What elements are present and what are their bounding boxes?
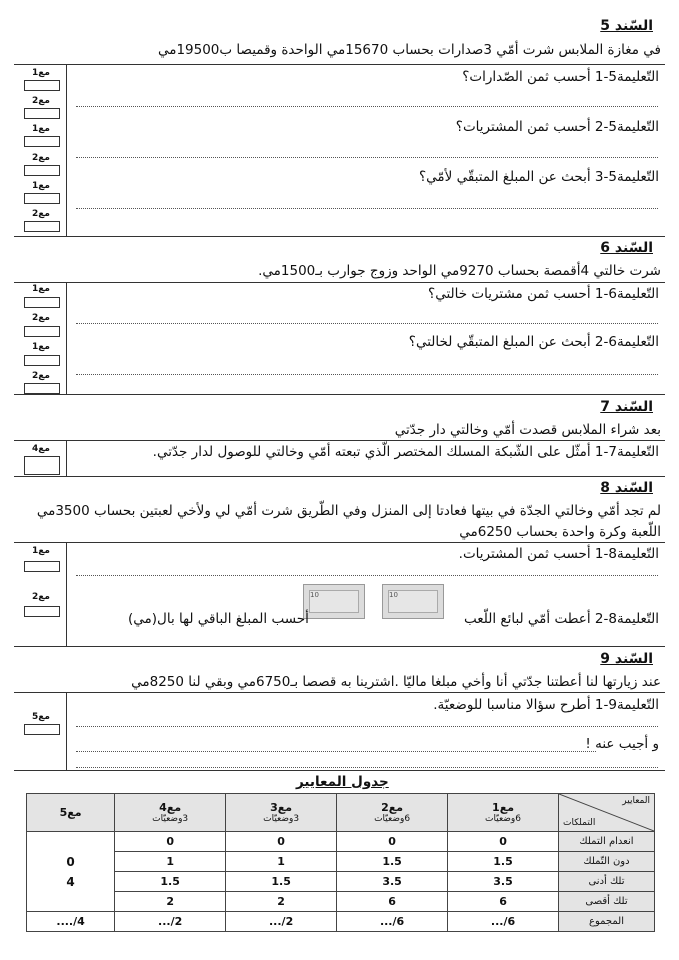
total-cell: 4/.... <box>27 912 115 932</box>
sanad-8-text-line1: لم تجد أمّي وخالتي الجدّة في بيتها فعادتا إلى المنزل وفي الطّريق شرت أمّي لي ولأخي لعبتين بحساب 3500مي <box>36 503 661 519</box>
mark-box[interactable] <box>24 724 60 735</box>
mark-label-m1: مع1 <box>32 181 50 191</box>
answer-line <box>76 767 658 768</box>
divider <box>14 440 665 441</box>
table-cell: 1.5 <box>448 852 559 872</box>
divider <box>14 64 665 65</box>
table-row-total <box>27 912 655 932</box>
table-cell: 2 <box>226 892 337 912</box>
mark-label-m1: مع1 <box>32 68 50 78</box>
banknote-image: 10 <box>303 584 365 619</box>
instruction-5-1: التّعليمة5-1 أحسب ثمن الصّدارات؟ <box>462 69 659 85</box>
m5-value: 4 <box>66 874 75 889</box>
instruction-5-2: التّعليمة5-2 أحسب ثمن المشتريات؟ <box>455 119 659 135</box>
total-cell: 2/... <box>115 912 226 932</box>
row-label: تلك أقصى <box>559 892 655 912</box>
table-cell: 0 <box>226 832 337 852</box>
answer-line <box>76 575 658 576</box>
instruction-8-2: التّعليمة8-2 أعطت أمّي لبائع اللّعب <box>464 611 659 627</box>
divider <box>14 646 665 647</box>
table-cell: 6 <box>448 892 559 912</box>
mark-box[interactable] <box>24 606 60 617</box>
divider <box>14 476 665 477</box>
mark-label-m2: مع2 <box>32 96 50 106</box>
answer-line <box>76 726 658 727</box>
mark-label-m5: مع5 <box>32 712 50 722</box>
row-label: انعدام التملك <box>559 832 655 852</box>
divider <box>14 282 665 283</box>
mark-label-m1: مع1 <box>32 124 50 134</box>
table-row <box>27 872 655 892</box>
column-header-m1: مع1 6وضعيّات <box>448 794 559 832</box>
banknote-image: 10 <box>382 584 444 619</box>
instruction-8-2-question: أحسب المبلغ الباقي لها بال(مي) <box>128 611 309 627</box>
instruction-7-1: التّعليمة7-1 أمثّل على الشّبكة المسلك المختصر الّذي تبعته أمّي وخالتي للوصول لدار جدّتي. <box>152 444 659 460</box>
mark-label-m2: مع2 <box>32 153 50 163</box>
mark-box[interactable] <box>24 297 60 308</box>
total-cell: 2/... <box>226 912 337 932</box>
margin-line <box>66 692 67 770</box>
table-cell: 0 <box>337 832 448 852</box>
table-cell: 0 <box>448 832 559 852</box>
margin-line <box>66 440 67 476</box>
mark-label-m2: مع2 <box>32 592 50 602</box>
sanad-5-title: السّند 5 <box>600 18 653 34</box>
table-cell: 2 <box>115 892 226 912</box>
sanad-7-text: بعد شراء الملابس قصدت أمّي وخالتي دار جدّتي <box>394 422 661 438</box>
row-label: تلك أدنى <box>559 872 655 892</box>
mark-box[interactable] <box>24 136 60 147</box>
table-cell: 3.5 <box>448 872 559 892</box>
mark-box[interactable] <box>24 80 60 91</box>
answer-line <box>76 157 658 158</box>
instruction-6-1: التّعليمة6-1 أحسب ثمن مشتريات خالتي؟ <box>428 286 659 302</box>
answer-line <box>76 106 658 107</box>
divider <box>14 236 665 237</box>
margin-line <box>66 542 67 646</box>
total-cell: 6/... <box>337 912 448 932</box>
sanad-8-text-line2: اللّعبة وكرة واحدة بحساب 6250مي <box>459 524 661 540</box>
margin-line <box>66 282 67 394</box>
instruction-5-3: التّعليمة5-3 أبحث عن المبلغ المتبقّي لأمّي؟ <box>418 169 659 185</box>
mark-box[interactable] <box>24 456 60 475</box>
table-row <box>27 852 655 872</box>
table-row <box>27 892 655 912</box>
table-cell: 1.5 <box>115 872 226 892</box>
mark-label-m2: مع2 <box>32 313 50 323</box>
m5-value: 0 <box>66 854 75 869</box>
instruction-9-2: و أجيب عنه ! <box>585 736 659 752</box>
divider <box>14 770 665 771</box>
m5-cell <box>27 832 115 912</box>
column-header-m2: مع2 6وضعيّات <box>337 794 448 832</box>
margin-line <box>66 64 67 236</box>
row-label: دون التّملك <box>559 852 655 872</box>
table-cell: 0 <box>115 832 226 852</box>
sanad-6-text: شرت خالتي 4أقمصة بحساب 9270مي الواحد وزوج جوارب بـ1500مي. <box>258 263 661 279</box>
mark-label-m2: مع2 <box>32 371 50 381</box>
divider <box>14 542 665 543</box>
divider <box>14 394 665 395</box>
mark-box[interactable] <box>24 561 60 572</box>
mark-label-m1: مع1 <box>32 546 50 556</box>
corner-header <box>559 794 655 832</box>
mark-box[interactable] <box>24 193 60 204</box>
row-label: المجموع <box>559 912 655 932</box>
column-header-m5: مع5 <box>27 794 115 832</box>
mark-label-m4: مع4 <box>32 444 50 454</box>
mark-label-m1: مع1 <box>32 342 50 352</box>
total-cell: 6/... <box>448 912 559 932</box>
sanad-7-title: السّند 7 <box>600 399 653 415</box>
mark-label-m2: مع2 <box>32 209 50 219</box>
table-cell: 1 <box>226 852 337 872</box>
table-row <box>27 832 655 852</box>
divider <box>14 692 665 693</box>
table-cell: 1.5 <box>226 872 337 892</box>
criteria-table-title: جدول المعايير <box>296 774 389 790</box>
column-header-m4: مع4 3وضعيّات <box>115 794 226 832</box>
table-cell: 6 <box>337 892 448 912</box>
answer-line <box>76 323 658 324</box>
instruction-9-1: التّعليمة9-1 أطرح سؤالا مناسبا للوضعيّة. <box>433 697 659 713</box>
corner-criteria-label: المعايير <box>622 796 650 806</box>
sanad-9-text: عند زيارتها لنا أعطتنا جدّتي أنا وأخي مبلغا ماليّا .اشترينا به قصصا بـ6750مي وبقي لنا 8250مي <box>131 674 661 690</box>
mark-box[interactable] <box>24 165 60 176</box>
mark-box[interactable] <box>24 383 60 394</box>
sanad-6-title: السّند 6 <box>600 240 653 256</box>
mark-box[interactable] <box>24 355 60 366</box>
instruction-6-2: التّعليمة6-2 أبحث عن المبلغ المتبقّي لخالتي؟ <box>408 334 659 350</box>
corner-possession-label: التملكات <box>563 818 596 828</box>
mark-label-m1: مع1 <box>32 284 50 294</box>
criteria-table <box>26 793 655 932</box>
instruction-8-1: التّعليمة8-1 أحسب ثمن المشتريات. <box>458 546 659 562</box>
column-header-m3: مع3 3وضعيّات <box>226 794 337 832</box>
answer-line <box>76 374 658 375</box>
answer-line <box>76 751 596 752</box>
mark-box[interactable] <box>24 108 60 119</box>
answer-line <box>76 208 658 209</box>
sanad-9-title: السّند 9 <box>600 651 653 667</box>
mark-box[interactable] <box>24 326 60 337</box>
sanad-5-text: في مغازة الملابس شرت أمّي 3صدارات بحساب 15670مي الواحدة وقميصا ب19500مي <box>157 42 661 58</box>
sanad-8-title: السّند 8 <box>600 480 653 496</box>
mark-box[interactable] <box>24 221 60 232</box>
table-cell: 3.5 <box>337 872 448 892</box>
table-cell: 1 <box>115 852 226 872</box>
table-cell: 1.5 <box>337 852 448 872</box>
